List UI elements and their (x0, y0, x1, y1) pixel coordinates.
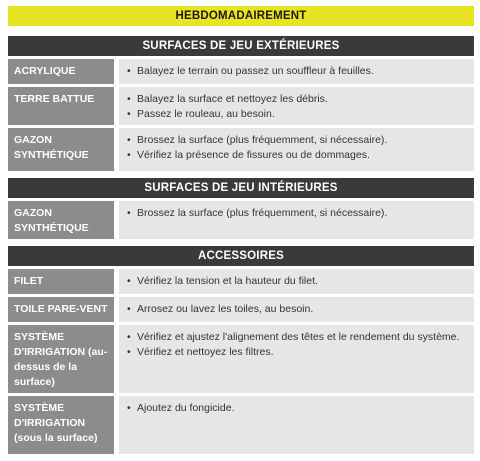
row-description: • Vérifiez et ajustez l'alignement des têtes et le rendement du système. • Vérifiez et nettoyez les filtres. (119, 325, 474, 393)
table-title: HEBDOMADAIREMENT (8, 6, 474, 26)
table-row (8, 59, 474, 84)
table-row (8, 269, 474, 294)
row-description: • Arrosez ou lavez les toiles, au besoin. (119, 297, 474, 322)
table-row (8, 396, 474, 454)
row-description: • Brossez la surface (plus fréquemment, si nécessaire). (119, 201, 474, 239)
table-row (8, 128, 474, 171)
row-label: GAZON SYNTHÉTIQUE (8, 201, 114, 239)
row-description: • Ajoutez du fongicide. (119, 396, 474, 454)
table-row (8, 201, 474, 239)
row-description: • Balayez le terrain ou passez un souffleur à feuilles. (119, 59, 474, 84)
row-label: TOILE PARE-VENT (8, 297, 114, 322)
row-label: ACRYLIQUE (8, 59, 114, 84)
row-label: SYSTÈME D'IRRIGATION (sous la surface) (8, 396, 114, 454)
table-row (8, 325, 474, 393)
section-heading-accessories: ACCESSOIRES (8, 246, 474, 266)
row-label: GAZON SYNTHÉTIQUE (8, 128, 114, 171)
row-description: • Brossez la surface (plus fréquemment, si nécessaire). • Vérifiez la présence de fissures ou de dommages. (119, 128, 474, 171)
section-heading-exterior: SURFACES DE JEU EXTÉRIEURES (8, 36, 474, 56)
row-description: • Vérifiez la tension et la hauteur du filet. (119, 269, 474, 294)
row-label: FILET (8, 269, 114, 294)
row-label: SYSTÈME D'IRRIGATION (au-dessus de la surface) (8, 325, 114, 393)
table-row (8, 297, 474, 322)
row-label: TERRE BATTUE (8, 87, 114, 125)
row-description: • Balayez la surface et nettoyez les débris. • Passez le rouleau, au besoin. (119, 87, 474, 125)
table-row (8, 87, 474, 125)
section-heading-interior: SURFACES DE JEU INTÉRIEURES (8, 178, 474, 198)
